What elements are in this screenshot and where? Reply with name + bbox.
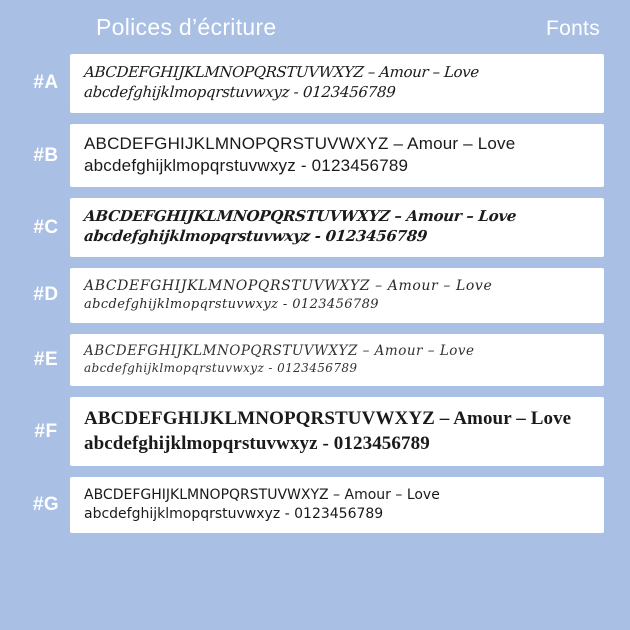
font-sample-list bbox=[0, 46, 630, 533]
font-row-a[interactable] bbox=[22, 54, 604, 113]
font-sample-g-line1: ABCDEFGHIJKLMNOPQRSTUVWXYZ – Amour – Love bbox=[84, 487, 440, 504]
font-sample-f-line2: abcdefghijklmopqrstuvwxyz - 0123456789 bbox=[84, 433, 430, 455]
font-label-g: #G bbox=[32, 494, 60, 516]
font-sample-e-line1: ABCDEFGHIJKLMNOPQRSTUVWXYZ – Amour – Love bbox=[84, 342, 475, 359]
font-sample-a[interactable] bbox=[70, 54, 604, 113]
font-sample-e[interactable] bbox=[70, 334, 604, 387]
font-sample-c-line2: abcdefghijklmopqrstuvwxyz - 0123456789 bbox=[83, 227, 428, 246]
font-row-c[interactable] bbox=[22, 198, 604, 257]
font-row-b[interactable] bbox=[22, 124, 604, 188]
font-sample-c[interactable] bbox=[70, 198, 604, 257]
font-sample-b-line1: ABCDEFGHIJKLMNOPQRSTUVWXYZ – Amour – Love bbox=[84, 133, 516, 153]
font-label-f: #F bbox=[34, 420, 58, 442]
font-row-f[interactable] bbox=[22, 397, 604, 466]
font-sample-d[interactable] bbox=[70, 268, 604, 323]
font-label-b: #B bbox=[33, 144, 59, 166]
font-sample-e-line2: abcdefghijklmopqrstuvwxyz - 0123456789 bbox=[84, 360, 358, 375]
font-sample-g[interactable] bbox=[70, 477, 604, 533]
font-sample-a-line1: ABCDEFGHIJKLMNOPQRSTUVWXYZ – Amour – Love bbox=[83, 63, 480, 81]
font-sample-g-line2: abcdefghijklmopqrstuvwxyz - 0123456789 bbox=[84, 505, 384, 522]
page-header bbox=[0, 0, 630, 46]
font-row-d[interactable] bbox=[22, 268, 604, 323]
font-sample-f[interactable] bbox=[70, 397, 604, 466]
font-sample-b[interactable] bbox=[70, 124, 604, 188]
page-title-english: Fonts bbox=[545, 17, 600, 40]
font-sample-c-line1: ABCDEFGHIJKLMNOPQRSTUVWXYZ – Amour – Love bbox=[83, 207, 518, 226]
font-sample-d-line2: abcdefghijklmopqrstuvwxyz - 0123456789 bbox=[84, 296, 379, 312]
page-title: Polices d’écriture bbox=[96, 14, 277, 40]
font-sample-b-line2: abcdefghijklmopqrstuvwxyz - 0123456789 bbox=[84, 156, 409, 176]
font-row-e[interactable] bbox=[22, 334, 604, 387]
font-sample-f-line1: ABCDEFGHIJKLMNOPQRSTUVWXYZ – Amour – Love bbox=[84, 408, 572, 430]
font-sample-d-line1: ABCDEFGHIJKLMNOPQRSTUVWXYZ – Amour – Love bbox=[84, 278, 493, 295]
font-label-a: #A bbox=[33, 72, 59, 94]
font-label-d: #D bbox=[33, 284, 59, 306]
font-row-g[interactable] bbox=[22, 477, 604, 533]
font-sample-a-line2: abcdefghijklmopqrstuvwxyz - 0123456789 bbox=[83, 82, 397, 101]
font-label-c: #C bbox=[33, 216, 59, 238]
font-label-e: #E bbox=[33, 349, 59, 370]
